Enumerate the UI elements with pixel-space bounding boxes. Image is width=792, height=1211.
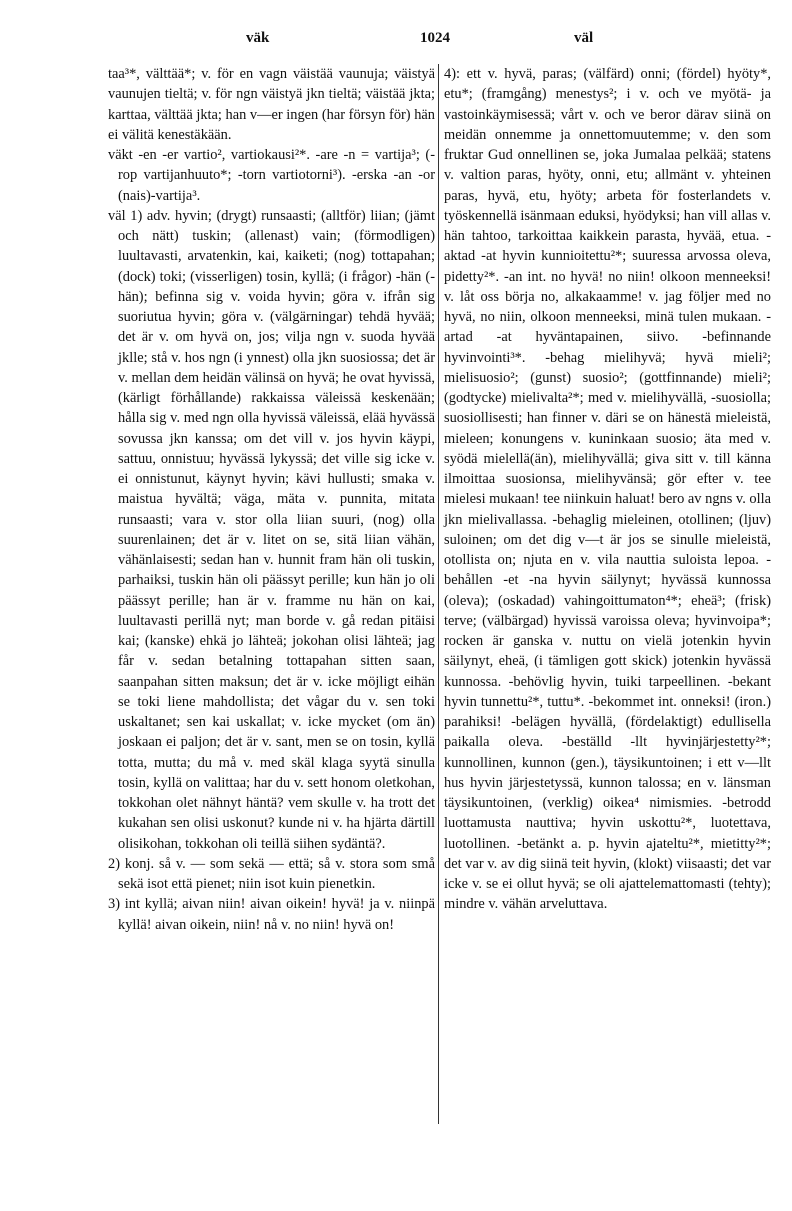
entry-vakt: väkt -en -er vartio², vartiokausi²*. -are -n = vartija³; (-rop vartijanhuuto*; -torn vartiotorni³). -erska -an -or (nais)-vartija³. [108, 147, 435, 204]
entry-val-4: 4): ett v. hyvä, paras; (välfärd) onni; (fördel) hyöty*, etu*; (framgång) menestys²; i v. och ve myötä- ja vastoinkäymisessä; vårt v. och ve beror därav siinä on meidän onnemme ja onnettomuutemme; v. den som fruktar Gud onnellinen se, joka Jumalaa pelkää; statens v. valtion paras, hyöty, onni, etu; allmänt v. yhteinen paras, hyvä, etu, hyöty; arbeta för fosterlandets v. työskennellä isänmaan eduksi, hyödyksi; han vill allas v. hän tahtoo, tarkoittaa kaikkein parasta, hyvää, etua. -aktad -at hyvin kunnioitettu²*; suuressa arvossa oleva, pidetty²*. -an int. no hyvä! no niin! olkoon menneeksi! v. låt oss börja no, alkakaamme! v. jag följer med no hyvä, no niin, olkoon menneeksi, minä tulen mukaan. -artad -at hyväntapainen, siivo. -befinnande hyvinvointi³*. -behag mielihyvä; hyvä mieli²; mielisuosio²; (gunst) suosio²; (gottfinnande) mieli²; (godtycke) mielivalta²*; med v. mielihyvällä, -suosiolla; suosiollisesti; han finner v. däri se on hänestä mieleistä, mieleen; konungens v. kuninkaan suosio; äta med v. syödä mielellä(än), mielihyvällä; giva sitt v. till känna ilmoittaa suosionsa, mielihyvänsä; gör efter v. tee mielesi mukaan! tee niinkuin haluat! bero av ngns v. olla jkn mielivallassa. -behaglig mieleinen, otollinen; (ljuv) suloinen; om det dig v—t är jos se sinulle mieleistä, otollista on; njuta en v. vila nauttia suloista lepoa. -behållen -et -na hyvin säilynyt; hyvässä kunnossa (oleva); (oskadad) vahingoittumaton⁴*; eheä³; (frisk) terve; (välbärgad) hyvissä varoissa oleva; hyvinvoipa*; rocken är ganska v. nuttu on vielä jotenkin hyvin säilynyt, eheä, (i tämligen gott skick) jotenkin hyvässä kunnossa. -behövlig hyvin, tuiki tarpeellinen. -bekant hyvin tunnettu²*, tuttu*. -bekommet int. onneksi! (iron.) parahiksi! -belägen hyvällä, (fördelaktigt) edullisella paikalla oleva. -beställd -llt hyvinjärjestetty²*; kunnollinen, kunnon (gen.), täysikuntoinen; i ett v—llt hus hyvin järjestetyssä, kunnon talossa; en v. länsman täysikuntoinen, (verklig) oikea⁴ nimismies. -betrodd luottamusta nauttiva; hyvin uskottu²*, luotettava, luotollinen. -betänkt a. p. hyvin ajateltu²*, mietitty²*; det var v. av dig siinä teit hyvin, (klokt) viisaasti; det var icke v. se ei ollut hyvä; se oli ajattelemattomasti (tehty); mindre v. vähän arveluttava. [444, 66, 771, 913]
right-column [444, 64, 771, 915]
entry-val-1: väl 1) adv. hyvin; (drygt) runsaasti; (alltför) liian; (jämt och nätt) tuskin; (allenast) vain; (förmodligen) luultavasti, arvatenkin, kai, kaiketi; (nog) tottapahan; (dock) toki; (visserligen) tosin, kyllä; (i frågor) -hän (-hän); befinna sig v. voida hyvin; göra v. ifrån sig suoriutua hyvin; göra v. (välgärningar) tehdä hyvää; det är v. om hyvä on, jos; vilja ngn v. suoda hyvää jklle; stå v. hos ngn (i ynnest) olla jkn suosiossa; det är v. mellan dem heidän välinsä on hyvä; he ovat hyvissä, (kärligt förhållande) rakkaissa väleissä keskenään; hålla sig v. med ngn olla hyvissä väleissä, elää hyvässä sovussa jkn kanssa; om det vill v. jos hyvin käypi, sattuu, onnistuu; hyvässä lykyssä; det ville sig icke v. ei onnistunut, käynyt hyvin; kävi hullusti; smaka v. maistua hyvältä; väga, mäta v. punnita, mitata runsaasti; vara v. stor olla liian suuri, (nog) olla suurenlainen; det är v. litet on se, sitä liian vähän, vähänlaisesti; sedan han v. hunnit fram hän oli tuskin, parhaiksi, tuskin hän oli päässyt perille; kun hän jo oli päässyt perille; han är v. framme nu hän on kai, luultavasti perillä nyt; man borde v. gå redan pitäisi kai; (kanske) ehkä jo lähteä; jokohan olisi lähteä; jag får v. sedan betalning tottapahan sitten saan, saanpahan sitten maksun; det är v. icke möjligt eihän se toki liene mahdollista; det vågar du v. sen toki uskaltanet; sen kai uskallat; v. icke mycket (om än) joskaan ei paljon; det är v. sant, men se on tosin, kyllä totta, mutta; du må v. med skäl klaga syytä sinulla tosin, kyllä on valittaa; har du v. sett honom oletkohan, tokkohan olet nähnyt häntä? vem skulle v. ha trott det kukahan sen olisi uskonut? kunde ni v. ha hjärta därtill olisikohan, tokkohan oli teillä siihen sydäntä?. [108, 207, 435, 852]
entry-vaista-continued: taa³*, välttää*; v. för en vagn väistää vaunuja; väistyä vaunujen tieltä; v. för ngn väistyä jkn tieltä; väistää jkta; karttaa, välttää jkta; han v—er ingen (har försyn för) hän ei välitä kenestäkään. [108, 66, 435, 143]
left-guide-word: väk [246, 30, 270, 46]
page-header [0, 30, 792, 60]
entry-val-2: 2) konj. så v. — som sekä — että; så v. stora som små sekä isot että pienet; niin isot kuin pienetkin. [108, 855, 435, 892]
page-number: 1024 [420, 30, 450, 46]
column-divider [438, 64, 439, 1124]
left-column [108, 64, 435, 935]
entry-val-3: 3) int kyllä; aivan niin! aivan oikein! hyvä! ja v. niinpä kyllä! aivan oikein, niin! nå v. no niin! hyvä on! [108, 896, 435, 933]
right-guide-word: väl [574, 30, 594, 46]
